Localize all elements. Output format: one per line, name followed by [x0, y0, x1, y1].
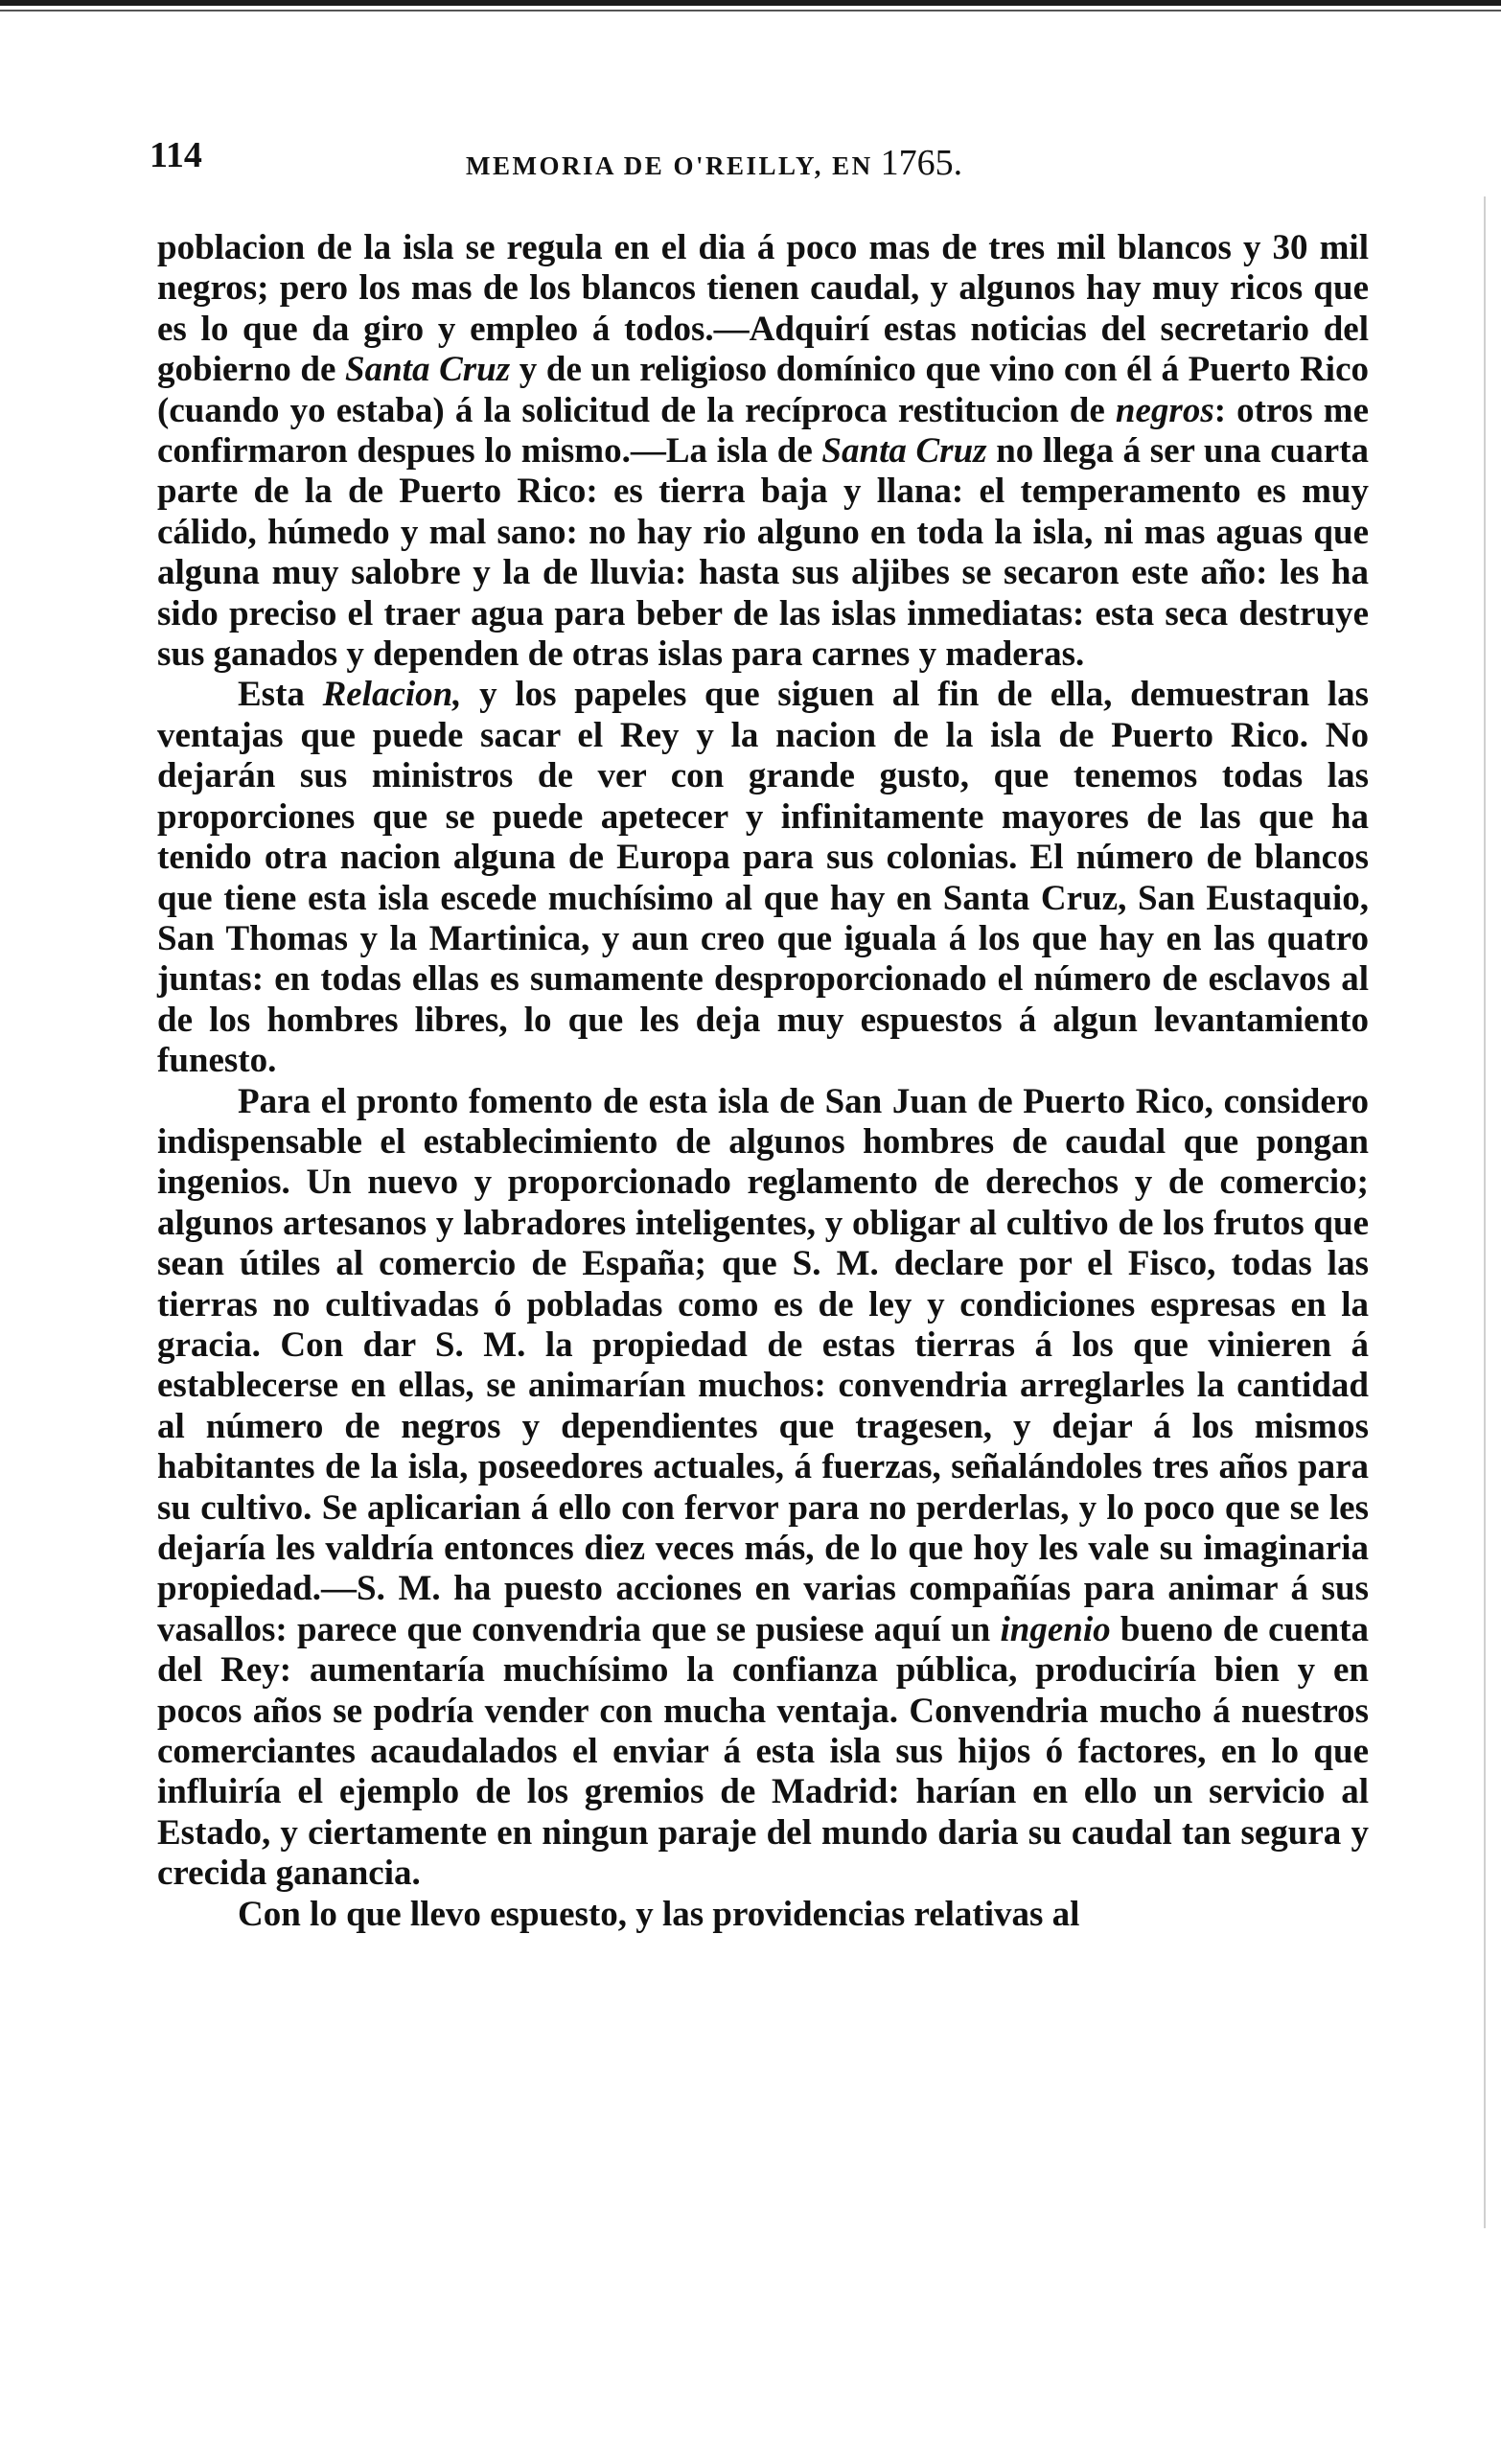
text-run: Para el pronto fomento de esta isla de San Juan de Puerto Rico, considero indispensable el establecimiento de algunos hombres de caudal que pongan ingenios. Un nuevo y proporcionado reglamento de derechos y de comercio; algunos artesanos y labradores inteligentes, y obligar al cultivo de los frutos que sean útiles al comercio de España; que S. M. declare por el Fisco, todas las tierras no cultivadas ó pobladas como es de ley y condiciones espresas en la gracia. Con dar S. M. la propiedad de estas tierras á los que vinieren á establecerse en ellas, se animarían muchos: convendria arreglarles la cantidad al número de negros y dependientes que tragesen, y dejar á los mismos habitantes de la isla, poseedores actuales, á fuerzas, señalándoles tres años para su cultivo. Se aplicarian á ello con fervor para no perderlas, y lo poco que se les dejaría les valdría entonces diez veces más, de lo que hoy les vale su imaginaria propiedad.—S. M. ha puesto acciones en varias compañías para animar á sus vasallos: parece que convendria que se pusiese aquí un: [157, 1081, 1369, 1649]
body-text: [157, 228, 1369, 1935]
italic-run: Santa Cruz: [821, 431, 987, 472]
italic-run: negros: [1115, 390, 1214, 430]
page-number: 114: [150, 135, 202, 175]
paragraph-closing: [157, 1895, 1369, 1935]
text-run: Con lo que llevo espuesto, y las providencias relativas al: [238, 1894, 1080, 1934]
running-head-title: MEMORIA DE O'REILLY, EN: [466, 151, 873, 180]
text-run: poblacion de la isla se regula en el dia á poco mas de tres mil blancos y 30 mil negros; pero los mas de los blancos tienen caudal, y algunos hay muy ricos que es lo que da giro y empleo á todos.—Adquirí estas noticias del secretario del gobierno de: [157, 228, 1369, 390]
running-head-year: 1765.: [880, 143, 963, 183]
text-run: y los papeles que siguen al fin de ella, demuestran las ventajas que puede sacar el Rey y la nacion de la isla de Puerto Rico. No dejarán sus ministros de ver con grande gusto, que tenemos todas las proporciones que se puede apetecer y infinitamente mayores de las que ha tenido otra nacion alguna de Europa para sus colonias. El número de blancos que tiene esta isla escede muchísimo al que hay en Santa Cruz, San Eustaquio, San Thomas y la Martinica, y aun creo que iguala á los que hay en las quatro juntas: en todas ellas es sumamente desproporcionado el número de esclavos al de los hombres libres, lo que les deja muy espuestos á algun levantamiento funesto.: [157, 675, 1369, 1081]
page-header: [150, 134, 1386, 182]
italic-run: ingenio: [1000, 1609, 1111, 1649]
italic-run: Santa Cruz: [345, 350, 511, 390]
paragraph-continuation: [157, 228, 1369, 675]
text-run: Esta: [238, 675, 323, 715]
text-run: bueno de cuenta del Rey: aumentaría muchísimo la confianza pública, produciría bien y en pocos años se podría vender con mucha ventaja. Convendria mucho á nuestros comerciantes acaudalados el enviar á esta isla sus hijos ó factores, en lo que influiría el ejemplo de los gremios de Madrid: harían en ello un servicio al Estado, y ciertamente en ningun paraje del mundo daria su caudal tan segura y crecida ganancia.: [157, 1609, 1370, 1894]
paragraph-fomento: [157, 1082, 1369, 1895]
text-run: : otros me confirmaron despues lo mismo.—La isla de: [157, 390, 1369, 472]
running-head: [466, 142, 962, 184]
top-border-thin-rule: [0, 10, 1501, 12]
text-run: y de un religioso domínico que vino con él á Puerto Rico (cuando yo estaba) á la solicitud de la recíproca restitucion de: [157, 350, 1369, 430]
text-run: no llega á ser una cuarta parte de la de Puerto Rico: es tierra baja y llana: el temperamento es muy cálido, húmedo y mal sano: no hay rio alguno en toda la isla, ni mas aguas que alguna muy salobre y la de lluvia: hasta sus aljibes se secaron este año: les ha sido preciso el traer agua para beber de las islas inmediatas: esta seca destruye sus ganados y dependen de otras islas para carnes y maderas.: [157, 431, 1369, 675]
top-border-rule: [0, 0, 1501, 6]
paragraph-relacion: [157, 675, 1369, 1081]
right-margin-rule: [1484, 196, 1486, 2228]
italic-run: Relacion,: [322, 675, 462, 715]
